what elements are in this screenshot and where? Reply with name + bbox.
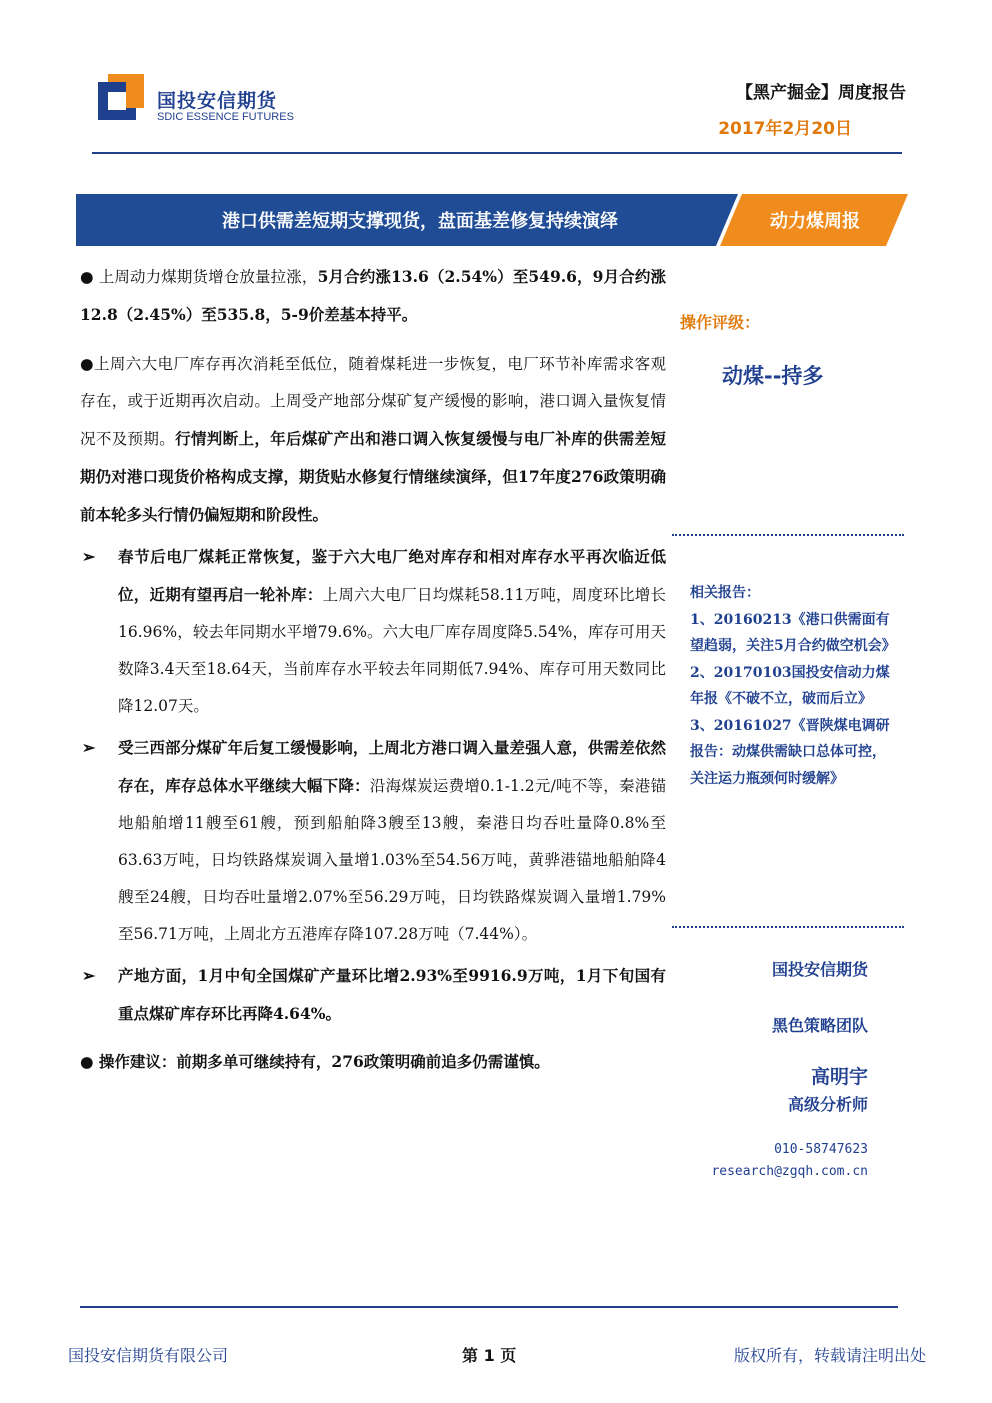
company-logo (98, 74, 144, 122)
footer-copyright: 版权所有，转载请注明出处 (733, 1346, 926, 1365)
page-number: 第 1 页 (462, 1346, 517, 1365)
sidebar-divider (672, 534, 904, 536)
item-detail: 沿海煤炭运费增0.1-1.2元/吨不等，秦港锚地船舶增11艘至61艘，预到船舶降3艘至13艘，秦港日均吞吐量降0.8%至63.63万吨，日均铁路煤炭调入量增1.03%至54.56万吨，黄骅港锚地船舶降4艘至24艘，日均吞吐量增2.07%至56.29万吨，日均铁路煤炭调入量增1.79%至56.71万吨，上周北方五港库存降107.28万吨（7.44%）。 (118, 777, 666, 943)
footer-divider (80, 1306, 898, 1308)
footer-company: 国投安信期货有限公司 (68, 1346, 229, 1365)
item-detail: 上周六大电厂日均煤耗58.11万吨，周度环比增长16.96%，较去年同期水平增79.6%。六大电厂库存周度降5.54%，库存可用天数降3.4天至18.64天，当前库存水平较去年同期低7.94%、库存可用天数同比降12.07天。 (118, 586, 666, 715)
list-item (80, 957, 666, 1033)
sidebar-company: 国投安信期货 (771, 960, 868, 979)
summary-paragraph (80, 258, 666, 334)
summary-text: 上周动力煤期货增仓放量拉涨， (93, 268, 318, 286)
contact-email[interactable]: research@zgqh.com.cn (711, 1164, 868, 1179)
item-heading: 春节后电厂煤耗正常恢复，鉴于六大电厂绝对库存和相对库存水平再次临近低位，近期有望再启一轮补库： (118, 547, 666, 604)
related-report-link[interactable]: 2、20170103国投安信动力煤年报《不破不立，破而后立》 (690, 664, 890, 707)
list-item (80, 729, 666, 953)
report-date: 2017年2月20日 (718, 119, 852, 139)
summary-highlight: 5月合约涨13.6（2.54%）至549.6，9月合约涨12.8（2.45%）至535.8，5-9价差基本持平。 (80, 267, 666, 324)
outlook-text: 上周六大电厂库存再次消耗至低位，随着煤耗进一步恢复，电厂环节补库需求客观存在，或于近期再次启动。上周受产地部分煤矿复产缓慢的影响，港口调入量恢复情况不及预期。 (80, 355, 666, 448)
main-content (80, 258, 666, 1081)
rating-label: 操作评级： (680, 313, 761, 332)
item-heading: 受三西部分煤矿年后复工缓慢影响，上周北方港口调入量差强人意，供需差依然存在，库存总体水平继续大幅下降： (118, 738, 666, 795)
related-report-link[interactable]: 1、20160213《港口供需面有望趋弱，关注5月合约做空机会》 (690, 611, 896, 654)
bullet-icon: ● (80, 268, 94, 286)
analyst-title: 高级分析师 (787, 1095, 868, 1114)
report-headline: 港口供需差短期支撑现货，盘面基差修复持续演绎 (222, 211, 618, 232)
advice-text: 操作建议：前期多单可继续持有，276政策明确前追多仍需谨慎。 (93, 1052, 550, 1071)
bullet-icon: ● (80, 355, 94, 373)
arrow-bullet-icon: ➢ (82, 966, 96, 985)
list-item (80, 538, 666, 725)
report-type: 【黑产掘金】周度报告 (736, 83, 906, 103)
header-divider (92, 152, 902, 154)
related-reports-title: 相关报告： (690, 585, 760, 601)
operation-advice (80, 1043, 666, 1081)
arrow-bullet-icon: ➢ (82, 738, 96, 757)
outlook-paragraph (80, 346, 666, 534)
sidebar-divider (672, 926, 904, 928)
related-report-link[interactable]: 3、20161027《晋陕煤电调研报告：动煤供需缺口总体可控，关注运力瓶颈何时缓解》 (690, 717, 890, 787)
outlook-judgement: 行情判断上，年后煤矿产出和港口调入恢复缓慢与电厂补库的供需差短期仍对港口现货价格构成支撑，期货贴水修复行情继续演绎，但17年度276政策明确前本轮多头行情仍偏短期和阶段性。 (80, 429, 666, 524)
report-category-tag: 动力煤周报 (770, 211, 860, 232)
analyst-name: 高明宇 (810, 1066, 868, 1088)
arrow-bullet-icon: ➢ (82, 547, 96, 566)
logo-chinese-name: 国投安信期货 (157, 90, 278, 112)
logo-english-name: SDIC ESSENCE FUTURES (157, 111, 294, 123)
sidebar-team: 黑色策略团队 (771, 1016, 868, 1035)
bullet-icon: ● (80, 1052, 94, 1071)
related-reports (690, 580, 896, 792)
rating-value: 动煤--持多 (722, 364, 824, 388)
contact-phone: 010-58747623 (774, 1142, 868, 1157)
item-heading: 产地方面，1月中旬全国煤矿产量环比增2.93%至9916.9万吨，1月下旬国有重点煤矿库存环比再降4.64%。 (118, 966, 666, 1023)
